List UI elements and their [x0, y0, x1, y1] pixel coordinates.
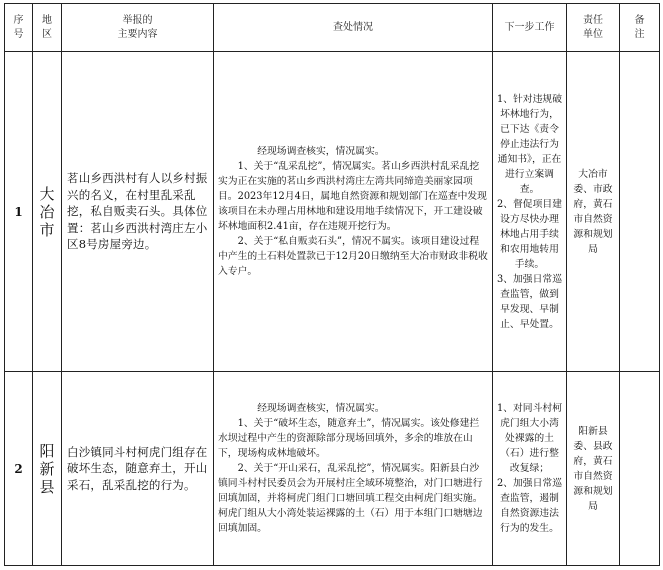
table-row: [5, 52, 660, 372]
findings-summary: 经现场调查核实，情况属实。: [257, 403, 385, 414]
row-region: 大冶市: [33, 52, 62, 372]
header-report-line1: 举报的: [122, 14, 153, 26]
next-step-item: 1、针对违规破坏林地行为，已下达《责令停止违法行为通知书》，正在进行立案调查。: [496, 93, 562, 195]
next-step-item: 3、加强日常巡查监管，做到早发现、早制止、早处置。: [496, 273, 562, 330]
header-region: 地区: [33, 4, 62, 52]
row-remarks: [620, 52, 660, 372]
header-report-content: [62, 4, 214, 52]
findings-item: 2、关于“开山采石，乱采乱挖”，情况属实。阳新县白沙镇同斗村村民委员会为开展村庄全域环境整治，对门口塘进行回填加固，并将柯虎门组门口塘回填工程交由柯虎门组实施。柯虎门组从大小湾处装运裸露的土（石）用于本组门口塘塘边回填加固。: [218, 463, 483, 534]
header-report-line2: 主要内容: [117, 28, 158, 40]
row-findings: [214, 372, 493, 566]
header-responsible: 责任单位: [567, 4, 620, 52]
header-findings: 查处情况: [214, 4, 493, 52]
row-report-content: 白沙镇同斗村柯虎门组存在破坏生态，随意弃土，开山采石，乱采乱挖的行为。: [62, 372, 214, 566]
row-next-steps: [493, 52, 567, 372]
row-seq: 2: [5, 372, 33, 566]
header-remarks: 备注: [620, 4, 660, 52]
row-remarks: [620, 372, 660, 566]
row-report-content: 茗山乡西洪村有人以乡村振兴的名义，在村里乱采乱挖，私自贩卖石头。具体位置：茗山乡西洪村湾庄左小区8号房屋旁边。: [62, 52, 214, 372]
next-step-item: 2、督促项目建设方尽快办理林地占用手续和农用地转用手续。: [496, 198, 562, 270]
findings-item: 1、关于“乱采乱挖”，情况属实。茗山乡西洪村乱采乱挖实为正在实施的茗山乡西洪村湾庄左湾共同缔造美丽家园项目。2023年12月4日，属地自然资源和规划部门在巡查中发现该项目在未办理占用林地和建设用地手续情况下，开工建设破坏林地面积2.41亩，存在违规开挖行为。: [218, 161, 487, 232]
findings-item: 1、关于“破坏生态，随意弃土”，情况属实。该处修建拦水坝过程中产生的资源除部分现场回填外，多余的堆放在山下，现场构成林地破坏。: [218, 418, 480, 459]
row-responsible: 阳新县委、县政府，黄石市自然资源和规划局: [567, 372, 620, 566]
findings-item: 2、关于“私自贩卖石头”，情况不属实。该项目建设过程中产生的土石料处置款已于12月20日缴纳至大冶市财政非税收入专户。: [218, 236, 488, 277]
row-next-steps: [493, 372, 567, 566]
row-findings: [214, 52, 493, 372]
row-responsible: 大冶市委、市政府，黄石市自然资源和规划局: [567, 52, 620, 372]
case-table: [4, 3, 660, 566]
findings-summary: 经现场调查核实，情况属实。: [257, 146, 385, 157]
next-step-item: 2、加强日常巡查监管，遏制自然资源违法行为的发生。: [496, 478, 562, 534]
row-seq: 1: [5, 52, 33, 372]
next-step-item: 1、对同斗村柯虎门组大小湾处裸露的土（石）进行整改复绿；: [496, 403, 562, 474]
header-seq: 序号: [5, 4, 33, 52]
row-region: 阳新县: [33, 372, 62, 566]
table-row: [5, 372, 660, 566]
table-header-row: [5, 4, 660, 52]
header-next-steps: 下一步工作: [493, 4, 567, 52]
